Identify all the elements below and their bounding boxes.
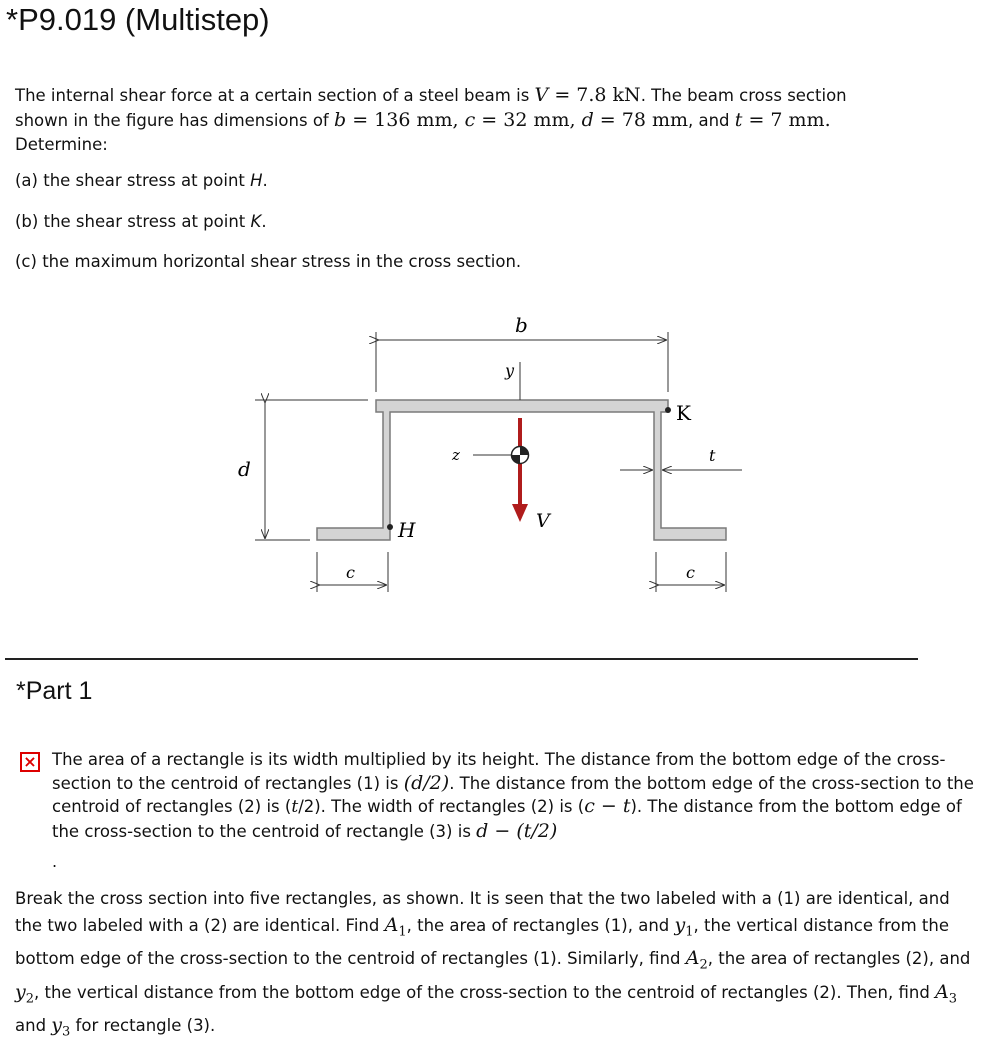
label-K: K bbox=[676, 401, 691, 425]
label-t: t bbox=[709, 446, 716, 465]
label-z: z bbox=[452, 446, 460, 464]
value-d: = 78 mm bbox=[593, 109, 688, 131]
statement-text: . The beam cross section bbox=[640, 86, 847, 105]
instruction-text: Break the cross section into five rectangles, as shown. It is seen that the two labeled with a (1) are identical, and the two labeled with a (2) are identical. Find $A_1$, the area of rectangles (1), and $y_1$, the vertical distance from the bottom edge of the cross-section to the centroid of rectangles (1). Similarly, find $A_2$, the area of rectangles (2), and $y_2$, the vertical distance from the bottom edge of the cross-section to the centroid of rectangles (2). Then, find $A_3$ and $y_3$ for rectangle (3). bbox=[15, 889, 971, 1040]
label-d: d bbox=[238, 457, 251, 481]
var-d: d bbox=[581, 109, 594, 131]
centroid-symbol bbox=[512, 447, 529, 464]
question-c: (c) the maximum horizontal shear stress in the cross section. bbox=[15, 252, 522, 271]
question-b: (b) the shear stress at point K. bbox=[15, 212, 267, 231]
label-c-right: c bbox=[686, 563, 695, 582]
statement-text: Determine: bbox=[15, 135, 108, 154]
label-H: H bbox=[398, 518, 416, 542]
shear-force-arrowhead bbox=[512, 504, 528, 522]
var-V: V bbox=[534, 84, 549, 106]
label-b: b bbox=[515, 313, 528, 337]
point-H-marker bbox=[387, 524, 393, 530]
value-b: = 136 mm, bbox=[346, 109, 465, 131]
statement-text: The internal shear force at a certain section of a steel beam is bbox=[15, 86, 535, 105]
problem-title: *P9.019 (Multistep) bbox=[6, 2, 270, 37]
hint-math-c-minus-t: c − t bbox=[584, 795, 631, 817]
hint-math-d-minus-t-half: d − (t/2) bbox=[476, 819, 558, 842]
value-c: = 32 mm, bbox=[475, 109, 582, 131]
statement-text: , and bbox=[687, 111, 735, 130]
var-c: c bbox=[464, 109, 476, 131]
label-y: y bbox=[505, 361, 515, 380]
hint-trailing-dot: . bbox=[52, 852, 58, 871]
hint-math-t: t bbox=[291, 797, 299, 817]
statement-text: . bbox=[824, 109, 831, 131]
value-t: = 7 mm bbox=[742, 109, 825, 131]
problem-statement bbox=[15, 83, 965, 157]
part-heading: *Part 1 bbox=[16, 677, 93, 705]
hint-math-d-half: (d/2) bbox=[403, 771, 450, 794]
label-c-left: c bbox=[346, 563, 355, 582]
value-V: = 7.8 kN bbox=[548, 84, 641, 106]
x-icon[interactable]: × bbox=[20, 752, 40, 772]
var-t: t bbox=[734, 109, 743, 131]
question-a: (a) the shear stress at point H. bbox=[15, 171, 268, 190]
point-K-marker bbox=[665, 407, 671, 413]
label-V: V bbox=[536, 510, 550, 532]
beam-cross-section-figure bbox=[230, 300, 760, 600]
section-divider bbox=[5, 658, 918, 660]
statement-text: shown in the figure has dimensions of bbox=[15, 111, 334, 130]
var-b: b bbox=[333, 109, 347, 131]
hint-box bbox=[20, 748, 975, 843]
hint-text: The area of a rectangle is its width multiplied by its height. The distance from the bottom edge of the cross-section to the centroid of rectangles (1) is (d/2). The distance from the bottom edge of the cross-section to the centroid of rectangles (2) is (t/2). The width of rectangles (2) is (c − t). The distance from the bottom edge of the cross-section to the centroid of rectangle (3) is d − (t/2) bbox=[52, 750, 974, 842]
